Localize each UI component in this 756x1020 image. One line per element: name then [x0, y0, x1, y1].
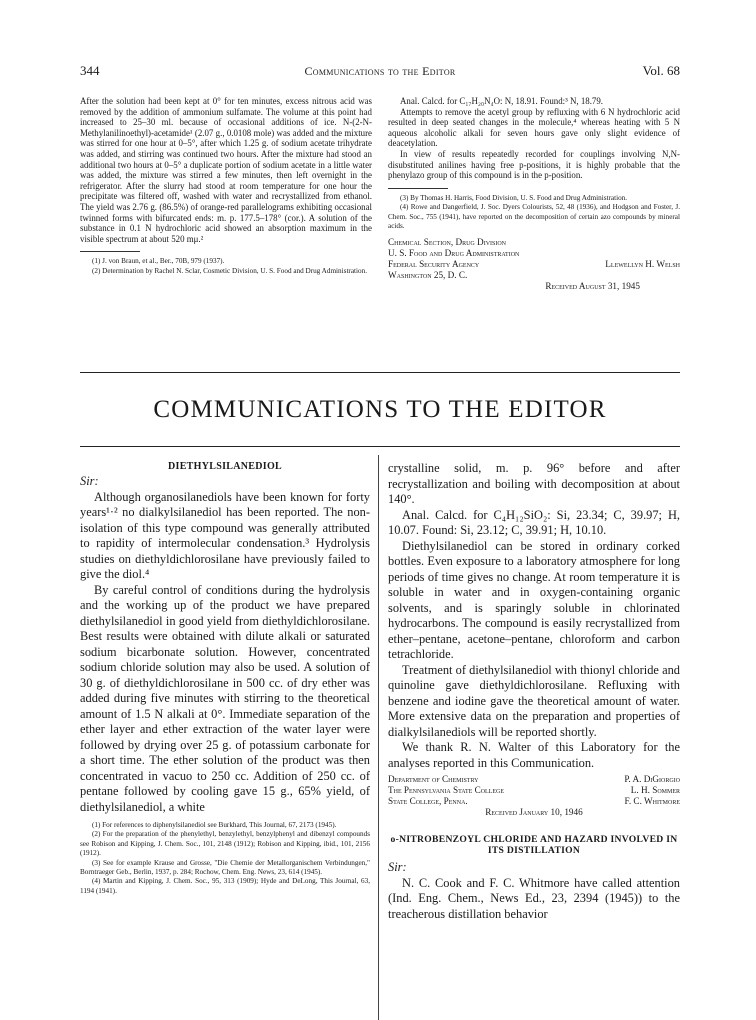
author-name: Llewellyn H. Welsh — [605, 259, 680, 270]
salutation: Sir: — [80, 474, 99, 488]
affiliation-line: The Pennsylvania State College — [388, 785, 505, 795]
footnote-3: (3) See for example Krause and Grosse, "Die Chemie der Metallorganischem Verbindungen," Borntraeger Geb., Berlin, 1937, p. 284; Rochow, Chem. Eng. News, 23, 614 (1945). — [80, 858, 370, 877]
page-header — [80, 63, 680, 81]
footnote-rule — [80, 251, 140, 252]
acknowledgment: We thank R. N. Walter of this Laboratory for the analyses reported in this Communication. — [388, 740, 680, 770]
article-title: DIETHYLSILANEDIOL — [167, 461, 283, 472]
analysis-paragraph: Anal. Calcd. for C₁₇H₂₀N₄O: N, 18.91. Found:³ N, 18.79. — [400, 96, 604, 106]
article-diethylsilanediol — [80, 461, 370, 896]
affiliation-line: U. S. Food and Drug Administration — [388, 248, 520, 259]
salutation: Sir: — [388, 860, 407, 874]
author-name: L. H. Sommer — [630, 785, 680, 795]
paragraph: N. C. Cook and F. C. Whitmore have called attention (Ind. Eng. Chem., News Ed., 23, 2394 (1945)) to the treacherous distillation behavior — [388, 875, 680, 921]
affiliation-line: Federal Security Agency — [388, 259, 480, 270]
footnote-rule — [388, 188, 448, 189]
continued-article-right — [388, 96, 680, 292]
section-rule-bottom — [80, 446, 680, 447]
page-number: 344 — [80, 63, 100, 78]
article-continuation-right — [388, 461, 680, 922]
analysis-paragraph: Anal. Calcd. for C₄H₁₂SiO₂: Si, 23.34; C, 39.97; H, 10.07. Found: Si, 23.12; C, 39.91; H, 10.10. — [388, 507, 680, 537]
footnote-4: (4) Martin and Kipping, J. Chem. Soc., 95, 313 (1909); Hyde and DeLong, This Journal, 63, 1194 (1941). — [80, 877, 370, 895]
paragraph: Diethylsilanediol can be stored in ordinary corked bottles. Even exposure to a laboratory atmosphere for long periods of time gives no change. At room temperature it is soluble in water and in oxygen-containing organic solvents, and is sparingly soluble in chlorinated hydrocarbons. The compound is easily recrystallized from ether–pentane, acetone–pentane, chloroform and carbon tetrachloride. — [388, 538, 680, 661]
paragraph: In view of results repeatedly recorded for couplings involving N,N-disubstituted anilines having free p-positions, it is highly probable that the phenylazo group of this compound is in the p-position. — [388, 148, 680, 181]
footnote-1: (1) J. von Braun, et al., Ber., 70B, 979 (1937). — [92, 257, 225, 266]
footnote-4: (4) Rowe and Dangerfield, J. Soc. Dyers Colourists, 52, 48 (1936), and Hodgson and Foster, J. Chem. Soc., 755 (1941), have reported on the decomposition of certain azo compounds by mineral acids. — [388, 203, 680, 230]
footnote-2: (2) For the preparation of the phenylethyl, benzylethyl, benzylphenyl and dibenzyl compounds see Robison and Kipping, J. Chem. Soc., 101, 2148 (1912); Robison and Kipping, ibid., 101, 2156 (1912). — [80, 830, 370, 858]
footnote-2: (2) Determination by Rachel N. Sclar, Cosmetic Division, U. S. Food and Drug Administration. — [92, 266, 367, 275]
received-date: Received January 10, 1946 — [485, 807, 583, 817]
paragraph: Attempts to remove the acetyl group by refluxing with 6 N hydrochloric acid resulted in deep seated changes in the molecule,⁴ whereas heating with 5 N aqueous alcoholic alkali for seven hours gave only slight evidence of deacetylation. — [388, 106, 680, 149]
volume-label: Vol. 68 — [642, 63, 680, 78]
paragraph: Although organosilanediols have been known for forty years¹·² no dialkylsilanediol has been reported. The non-isolation of this type compound was generally attributed to rapidity of intermolecular condensation.³ Hydrolysis studies on diethyldichlorosilane have previously failed to give the diol.⁴ — [80, 489, 370, 581]
affiliation-line: Department of Chemistry — [388, 774, 479, 784]
affiliation-line: State College, Penna. — [388, 796, 468, 806]
author-name: P. A. DiGiorgio — [624, 774, 680, 784]
section-rule-top — [80, 372, 680, 373]
affiliation-line: Washington 25, D. C. — [388, 270, 468, 281]
footnote-3: (3) By Thomas H. Harris, Food Division, U. S. Food and Drug Administration. — [400, 193, 628, 202]
received-date: Received August 31, 1945 — [545, 281, 640, 292]
article-title: o-NITROBENZOYL CHLORIDE AND HAZARD INVOLVED IN ITS DISTILLATION — [390, 834, 678, 856]
section-banner: COMMUNICATIONS TO THE EDITOR — [153, 396, 607, 423]
footnote-1: (1) For references to diphenylsilanediol see Burkhard, This Journal, 67, 2173 (1945). — [92, 821, 337, 829]
continued-body: After the solution had been kept at 0° for ten minutes, excess nitrous acid was removed by the addition of ammonium sulfamate. The volume at this point had increased to 25–30 ml. because of occasional additions of ice. N-(2-N-Methylanilinoethyl)-acetamide¹ (2.07 g., 0.0108 mole) was added and the mixture was stirred for one hour at 0–5°, after which 1.25 g. of sodium acetate trihydrate was added, and stirring was continued two hours. After the mixture had stood an additional two hours at 0–5° a duplicate portion of sodium acetate in a little water was added, the mixture was stirred a few minutes, then left overnight in the refrigerator. After the slurry had stood at room temperature for one hour the precipitate was filtered off, washed with water and recrystallized from ethanol. The yield was 2.76 g. (86.5%) of orange-red parallelograms exhibiting occasional twinned forms with bifurcated ends: m. p. 177.5–178° (cor.). A solution of the substance in 0.1 N hydrochloric acid showed an absorption maximum in the visible spectrum at about 520 mμ.² — [80, 96, 372, 244]
paragraph: Treatment of diethylsilanediol with thionyl chloride and quinoline gave diethyldichlorosilane. Refluxing with benzene and iodine gave the theoretical amount of water. More extensive data on the preparation and properties of dialkylsilanediols will be reported shortly. — [388, 662, 680, 739]
column-divider — [378, 455, 379, 1020]
paragraph: By careful control of conditions during the hydrolysis and the working up of the product we have prepared diethylsilanediol in good yield from diethyldichlorosilane. Best results were obtained with dilute alkali or saturated sodium bicarbonate solution. However, concentrated sodium chloride solution may also be used. A solution of 30 g. of diethyldichlorosilane in 500 cc. of dry ether was added during five minutes with stirring to the theoretical amount of 1.5 N alkali at 0°. Immediate separation of the ether layer and ether extraction of the water layer were followed by drying over 25 g. of potassium carbonate for a short time. The ether solution of the product was then concentrated in vacuo to 250 cc. Addition of 250 cc. of pentane followed by cooling gave 15 g., 65% yield, of diethylsilanediol, a white — [80, 582, 370, 814]
paragraph: crystalline solid, m. p. 96° before and after recrystallization and boiling with decomposition at about 140°. — [388, 461, 680, 506]
signature-block — [388, 774, 680, 818]
running-title: Communications to the Editor — [304, 64, 456, 78]
signature-block — [388, 237, 680, 292]
affiliation-line: Chemical Section, Drug Division — [388, 237, 507, 248]
continued-article-left — [80, 96, 372, 276]
author-name: F. C. Whitmore — [624, 796, 680, 806]
